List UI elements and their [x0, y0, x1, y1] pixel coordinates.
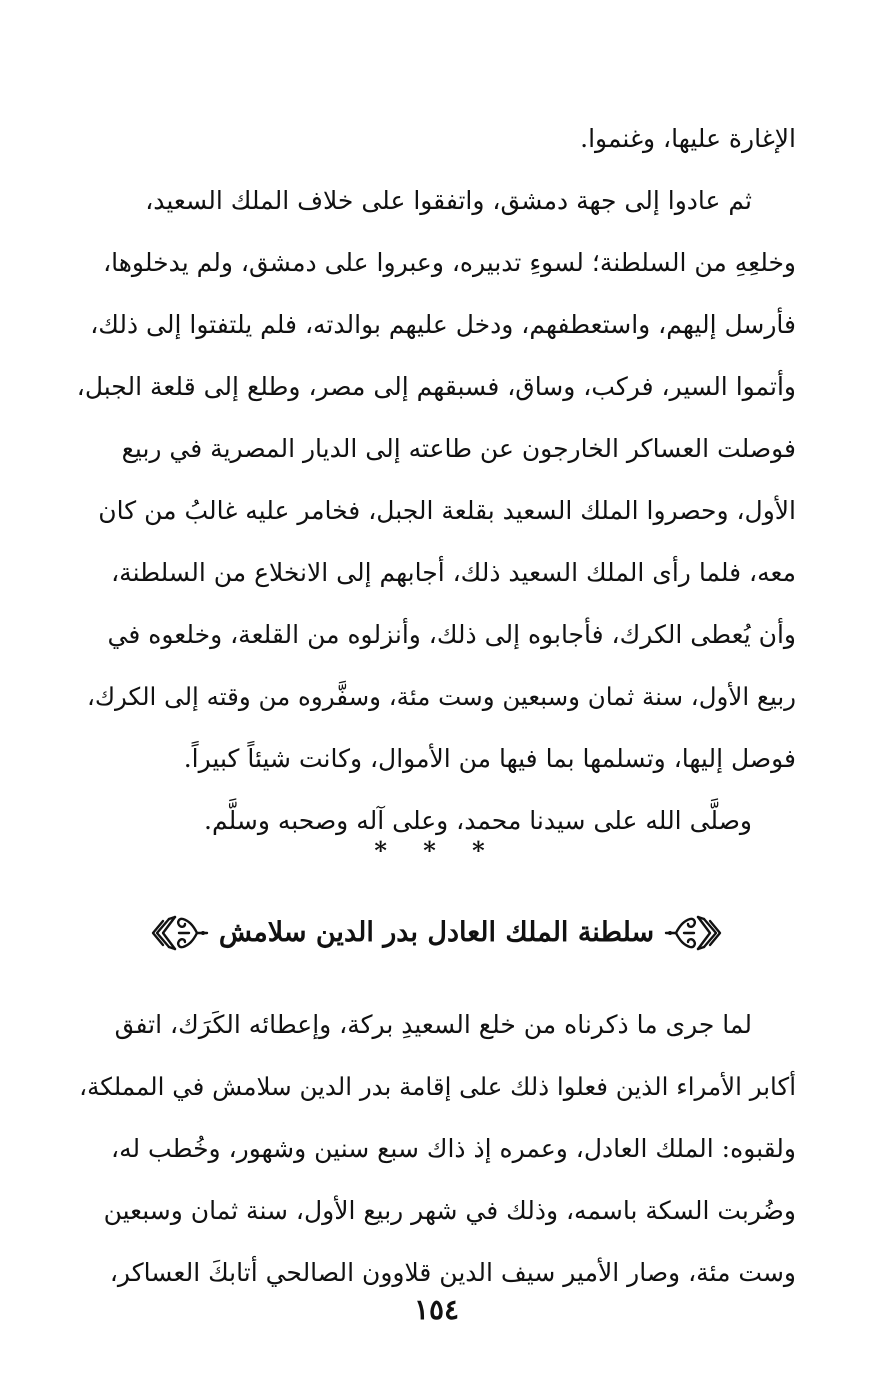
text-line: وست مئة، وصار الأمير سيف الدين قلاوون الصالحي أتابكَ العساكر، — [109, 1258, 796, 1287]
text-line: لما جرى ما ذكرناه من خلع السعيدِ بركة، وإعطائه الكَرَك، اتفق — [114, 1010, 752, 1039]
section-title: سلطنة الملك العادل بدر الدين سلامش — [218, 917, 655, 948]
section-heading — [0, 908, 873, 958]
paragraph-block-1 — [76, 108, 796, 852]
text-line: فأرسل إليهم، واستعطفهم، ودخل عليهم بوالدته، فلم يلتفتوا إلى ذلك، — [90, 310, 796, 339]
text-line: فوصل إليها، وتسلمها بما فيها من الأموال، وكانت شيئاً كبيراً. — [183, 744, 796, 773]
text-line: الأول، وحصروا الملك السعيد بقلعة الجبل، فخامر عليه غالبُ من كان — [98, 496, 796, 525]
text-line: وضُربت السكة باسمه، وذلك في شهر ربيع الأول، سنة ثمان وسبعين — [103, 1196, 796, 1225]
page-number: ١٥٤ — [413, 1293, 460, 1326]
text-line: ربيع الأول، سنة ثمان وسبعين وست مئة، وسفَّروه من وقته إلى الكرك، — [86, 682, 796, 711]
arabesque-ornament-icon — [151, 913, 209, 953]
text-line: ثم عادوا إلى جهة دمشق، واتفقوا على خلاف الملك السعيد، — [145, 186, 752, 215]
text-line: وأن يُعطى الكرك، فأجابوه إلى ذلك، وأنزلوه من القلعة، وخلعوه في — [107, 620, 796, 649]
arabesque-ornament-icon — [664, 913, 722, 953]
text-line: فوصلت العساكر الخارجون عن طاعته إلى الديار المصرية في ربيع — [121, 434, 796, 463]
text-line: وخلعِهِ من السلطنة؛ لسوءِ تدبيره، وعبروا على دمشق، ولم يدخلوها، — [103, 248, 796, 277]
text-line: معه، فلما رأى الملك السعيد ذلك، أجابهم إلى الانخلاع من السلطنة، — [111, 558, 796, 587]
text-line: وصلَّى الله على سيدنا محمد، وعلى آله وصحبه وسلَّم. — [204, 806, 752, 835]
text-line: الإغارة عليها، وغنموا. — [580, 124, 796, 153]
section-separator: * * * — [374, 836, 499, 865]
text-line: وأتموا السير، فركب، وساق، فسبقهم إلى مصر، وطلع إلى قلعة الجبل، — [76, 372, 796, 401]
text-line: ولقبوه: الملك العادل، وعمره إذ ذاك سبع سنين وشهور، وخُطب له، — [111, 1134, 796, 1163]
text-line: أكابر الأمراء الذين فعلوا ذلك على إقامة بدر الدين سلامش في المملكة، — [79, 1072, 796, 1101]
paragraph-block-2 — [76, 994, 796, 1304]
